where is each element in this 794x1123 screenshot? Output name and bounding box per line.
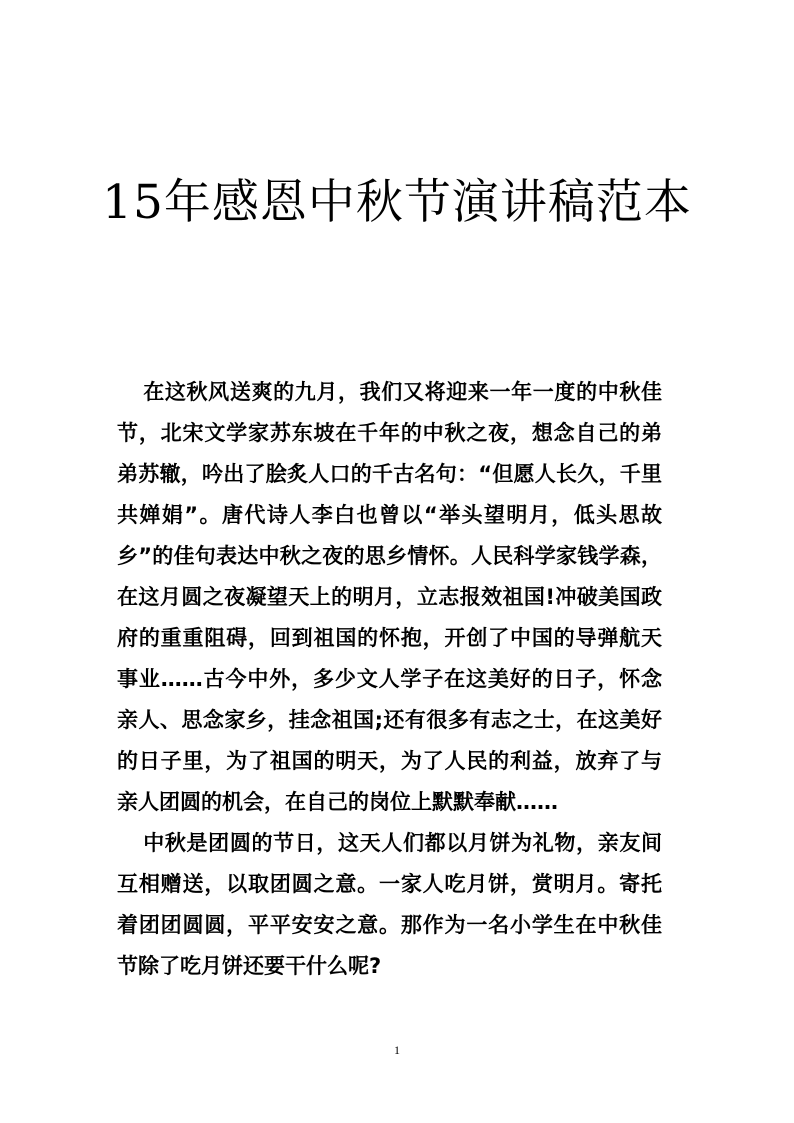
- paragraph: 中秋是团圆的节日，这天人们都以月饼为礼物，亲友间互相赠送，以取团圆之意。一家人吃月饼，赏明月。寄托着团团圆圆，平平安安之意。那作为一名小学生在中秋佳节除了吃月饼还要干什么呢?: [117, 831, 662, 978]
- page-number: 1: [394, 1043, 400, 1057]
- document-body: [117, 372, 662, 987]
- paragraph: 在这秋风送爽的九月，我们又将迎来一年一度的中秋佳节，北宋文学家苏东坡在千年的中秋之夜，想念自己的弟弟苏辙，吟出了脍炙人口的千古名句：“但愿人长久，千里共婵娟”。唐代诗人李白也曾以“举头望明月，低头思故乡”的佳句表达中秋之夜的思乡情怀。人民科学家钱学森，在这月圆之夜凝望天上的明月，立志报效祖国!冲破美国政府的重重阻碍，回到祖国的怀抱，开创了中国的导弹航天事业……古今中外，多少文人学子在这美好的日子，怀念亲人、思念家乡，挂念祖国;还有很多有志之士，在这美好的日子里，为了祖国的明天，为了人民的利益，放弃了与亲人团圆的机会，在自己的岗位上默默奉献……: [117, 380, 662, 814]
- document-title: 15年感恩中秋节演讲稿范本: [102, 175, 692, 231]
